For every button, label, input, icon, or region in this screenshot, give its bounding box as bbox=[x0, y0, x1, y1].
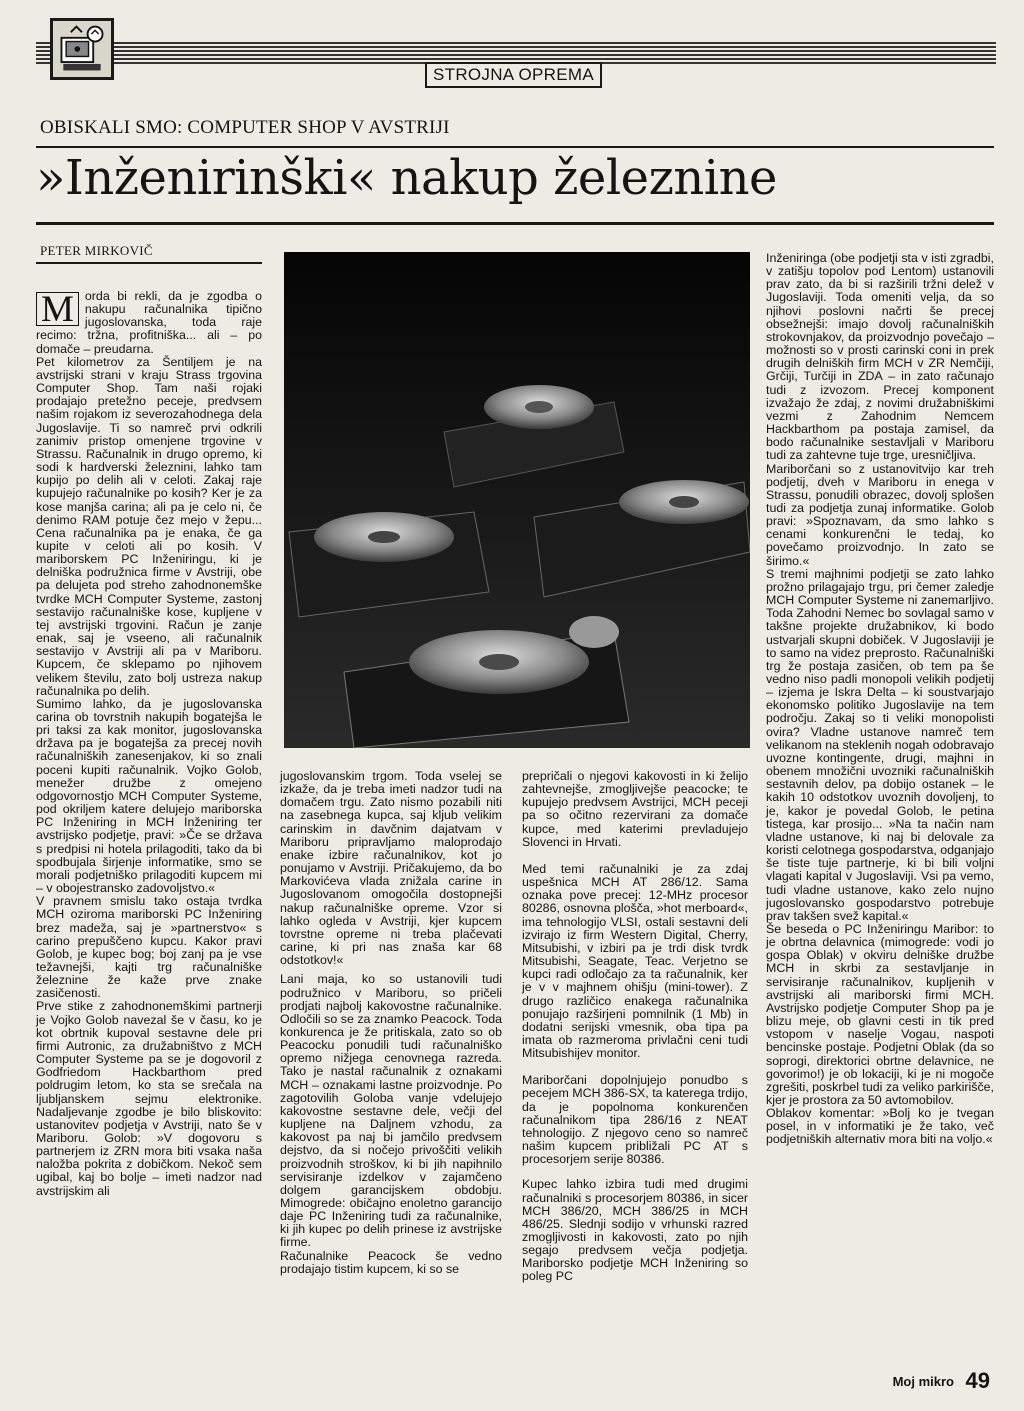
paragraph: Inženiringa (obe podjetji sta v isti zgradbi, v zatišju topolov pod Lentom) ustanovili prav zato, da bi si razširili tržni delež v Jugoslaviji. Toda omeniti velja, da so njihovi poslovni načrti še precej obsežnejši: imajo dovolj računalniških strokovnjakov, da proizvodnjo povečajo – možnosti so v prosti carinski coni in prek drugih delniških firm MCH v ZR Nemčiji, Grčiji, Turčiji in ZDA – in zato računajo tudi z izvozom. Precej komponent izvažajo že zdaj, z novimi družabniškimi vezmi z Zahodnim Nemcem Hackbarthom pa postaja zamisel, da bodo računalnike sestavljali v Mariboru tudi za zahtevne tuje trge, uresničljiva. bbox=[766, 251, 994, 463]
paragraph: Oblakov komentar: »Bolj ko je tvegan posel, in v informatiki je že tako, več podjetniških alternativ mora biti na voljo.« bbox=[766, 1106, 994, 1147]
paragraph: Kupec lahko izbira tudi med drugimi računalniki s procesorjem 80386, in sicer MCH 386/20, MCH 386/25 in MCH 486/25. Slednji sodijo v vrhunski razred zmogljivosti in kakovosti, zato po njih segajo predvsem večja podjetja. Mariborsko podjetje MCH Inženiring so poleg PC bbox=[522, 1177, 748, 1284]
page-number: 49 bbox=[965, 1368, 990, 1393]
author-byline: PETER MIRKOVIČ bbox=[40, 243, 153, 258]
hard-disk-drives-photo bbox=[284, 252, 750, 748]
computer-cartoon-icon bbox=[50, 18, 114, 80]
paragraph: Še beseda o PC Inženiringu Maribor: to je obrtna delavnica (mimogrede: vodi jo gospa Oblak) v okviru delniške družbe MCH in skrbi za sestavljanje in servisiranje računalnikov, kupljenih v avstrijski ali mariborski firmi MCH. Avstrijsko podjetje Computer Shop pa je blizu meje, ob glavni cesti in tik pred vstopom v naselje Vogau, naspoti bencinske postaje. Podjetni Oblak (da so soprogi, direktorici obrtne delavnice, ne govorimo!) je ob lokaciji, ki je ni mogoče zgrešiti, poskrbel tudi za veliko parkirišče, kjer je prostora za 50 avtomobilov. bbox=[766, 921, 994, 1107]
drop-cap: M bbox=[36, 292, 79, 326]
paragraph: Mariborčani so z ustanovitvijo kar treh podjetij, dveh v Mariboru in enega v Strassu, ponudili obrazec, dovolj splošen tudi za podjetja zunaj informatike. Golob pravi: »Spoznavam, da smo lahko s cenami konkurenčni le tedaj, ko povečamo proizvodnjo. In zato se širimo.« bbox=[766, 461, 994, 568]
paragraph: Prve stike z zahodnonemškimi partnerji je Vojko Golob navezal še v času, ko je kot obrtnik kupoval sestavne dele pri firmi Autronic, za družabništvo z MCH Computer Systeme pa se je dogovoril z Godfriedom Hackbarthom pred poldrugim letom, ko sta se srečala na ljubljanskem sejmu elektronike. Nadaljevanje zgodbe je bilo bliskovito: ustanovitev podjetja v Avstriji, nato še v Mariboru. Golob: »V dogovoru s partnerjem iz ZRN mora biti vsaka naša naložba pokrita z dobičkom. Nekoč sem ugibal, kaj bo bolje – imeti nadzor nad avstrijskim ali bbox=[36, 999, 262, 1198]
paragraph: V pravnem smislu tako ostaja tvrdka MCH oziroma mariborski PC Inženiring brez madeža, saj je »partnerstvo« s carino prepuščeno kupcu. Kakor pravi Golob, je kupec bog; boj zanj pa je vse težavnejši, kajti trg računalniške železnine že kaže prve znake zasičenosti. bbox=[36, 894, 262, 1001]
author-rule bbox=[36, 262, 262, 264]
magazine-name: Moj mikro bbox=[892, 1374, 954, 1389]
paragraph: Računalnike Peacock še vedno prodajajo tistim kupcem, ki so se bbox=[280, 1248, 502, 1276]
article-column-4 bbox=[766, 252, 994, 1147]
article-kicker: OBISKALI SMO: COMPUTER SHOP V AVSTRIJI bbox=[40, 117, 450, 138]
paragraph: S tremi majhnimi podjetji se zato lahko prožno prilagajajo trgu, pri čemer zaledje MCH Computer Systeme ni zanemarljivo. Toda Zahodni Nemec bo sovlagal samo v takšne projekte družabnikov, ki bodo ustvarjali skupni dobiček. V Jugoslaviji je to samo na videz preprosto. Računalniški trg že postaja zasičen, ob tem pa še vedno niso padli monopoli velikih podjetij – izjema je Iskra Delta – ki soustvarjajo ekonomsko politiko Jugoslavije na tem področju. Zakaj so ti veliki monopolisti ovira? Vladne ustanove namreč tem velikanom na steklenih nogah odobravajo uvozne kontingente, drugi, majhni in obenem množični uvozniki računalniških sestavnih delov, pa dobijo ostanek – le kakih 10 odstotkov uvoznih dovoljenj, to je, kakor je povedal Golob, le petina tistega, kar prosijo... »Na ta način nam vladne ustanove, ki naj bi delovale za koristi celotnega gospodarstva, odganjajo še tiste tuje partnerje, ki bi bili voljni vlagati kapital v Jugoslaviji. Vsi pa vemo, tudi vladne ustanove, kako zelo nujno jugoslovansko gospodarstvo potrebuje prav takšen svež kapital.« bbox=[766, 566, 995, 923]
article-column-3 bbox=[522, 770, 748, 1284]
paragraph: Mariborčani dopolnjujejo ponudbo s pecejem MCH 386-SX, ta katerega trdijo, da je popolnoma konkurenčen računalnikom tipa 286/16 z NEAT tehnologijo. Z njegovo ceno so namreč našim kupcem približali PC AT s procesorjem serije 80386. bbox=[522, 1073, 748, 1167]
section-label: STROJNA OPREMA bbox=[425, 62, 602, 88]
article-column-2 bbox=[280, 770, 502, 1276]
paragraph: orda bi rekli, da je zgodba o nakupu računalnika tipično jugoslovanska, toda raje recimo: tržna, profitniška... ali – po domače – preudarna. bbox=[36, 289, 262, 356]
paragraph: Lani maja, ko so ustanovili tudi podružnico v Mariboru, so pričeli prodjati najbolj kakovostne računalnike. Odločili so se za znamko Peacock. Toda konkurenca je že pritiskala, zato so ob Peacocku ponudili tudi računalniško opremo nižjega cenovnega razreda. Tako je nastal računalnik z oznakami MCH – oznakami lastne proizvodnje. Po zagotovilih Goloba vanje vdelujejo kakovostne sestavne dele, večji del kupljene na Daljnem vzhodu, za kakovost pa naj bi jamčilo predvsem dejstvo, da si nočejo privoščiti velikih proizvodnih stroškov, ki bi jih napihnilo servisiranje izdelkov v zajamčeno dolgem garancijskem obdobju. Mimogrede: običajno enoletno garancijo daje PC Inženiring tudi za računalnike, ki jih kupec po delih prinese iz avstrijske firme. bbox=[280, 972, 502, 1250]
paragraph: Med temi računalniki je za zdaj uspešnica MCH AT 286/12. Sama oznaka pove precej: 12-MHz procesor 80286, osnovna plošča, »hot merboard«, ima tehnologijo VLSI, ostali sestavni deli izvirajo iz firm Western Digital, Cherry, Mitsubishi, v izbiri pa je trdi disk tvrdk Mitsubishi, Seagate, Teac. Verjetno se kupci radi odločajo za ta računalnik, ker je v v majhnem ohišju (mini-tower). Z drugo različico enakega računalnika ponujajo razširjeni pomnilnik (1 Mb) in dodatni serijski vmesnik, oba tipa pa imata ob razmeroma privlačni ceni tudi Mitsubishijev monitor. bbox=[522, 861, 748, 1061]
article-column-1 bbox=[36, 290, 262, 1198]
paragraph: prepričali o njegovi kakovosti in ki želijo zahtevnejše, zmogljivejše peacocke; te kupujejo predvsem Avstrijci, MCH peceji pa so očitno rezervirani za domače kupce, med katerimi prevladujejo Slovenci in Hrvati. bbox=[522, 769, 748, 849]
article-title: »Inženirinški« nakup železnine bbox=[36, 150, 777, 206]
headline-rule bbox=[36, 222, 994, 225]
paragraph: jugoslovanskim trgom. Toda vselej se izkaže, da je treba imeti nadzor tudi na domačem trgu. Zato nismo pozabili niti na zasebnega kupca, saj kljub velikim carinskim in davčnim dajatvam v Mariboru pripravljamo maloprodajo enake izbire računalnikov, kot jo ponujamo v Avstriji. Pričakujemo, da bo Markovićeva vlada znižala carine in Jugoslovanom omogočila dostopnejši nakup računalniške opreme. Vzor si lahko ogleda v Avstriji, kjer kupcem tovrstne opreme ni treba plačevati carine, ki pri nas znaša kar 68 odstotkov!« bbox=[280, 769, 502, 968]
kicker-rule bbox=[36, 146, 994, 148]
paragraph: Sumimo lahko, da je jugoslovanska carina ob tovrstnih nakupih bogatejša le pri taksi za kak monitor, jugoslovanska država pa je bogatejša za precej novih računalniških zanesenjakov, ki so znali poceni kupiti računalnik. Vojko Golob, menežer družbe z omejeno odgovornostjo MCH Computer Systeme, pod okriljem katere delujejo mariborska PC Inženiring in MCH Inženiring ter avstrijsko podjetje, pravi: »Če se država s predpisi ni hotela prilagoditi, tako da bi spodbujala širjenje informatike, smo se morali podjetniško prilagoditi kupcem mi – v obojestransko zadovoljstvo.« bbox=[36, 696, 262, 896]
paragraph: Pet kilometrov za Šentiljem je na avstrijski strani v kraju Strass trgovina Computer Shop. Tam naši rojaki prodajajo pretežno peceje, predvsem našim rojakom iz severozahodnega dela Jugoslavije. Ti so namreč prvi odkrili zanimiv pristop omenjene trgovine v Strassu. Računalnik in drugo opremo, ki sodi k hardverski železnini, lahko tam kupijo po delih ali v celoti. Zakaj raje kupujejo računalnike po kosih? Ker je za kose manjša carina; ali pa je celo ni, če denimo RAM potuje čez mejo v žepu... Cena računalnika pa je enaka, če ga kupite v celoti ali po kosih. V mariborskem PC Inženiringu, ki je delniška podružnica firme v Avstriji, obe pa delujeta pod streho zahodnonemške tvrdke MCH Computer Systeme, zastonj sestavijo računalniške kose, kupljene v tej avstrijski trgovini. Račun je zanje enak, saj je vseeno, ali računalnik sestavijo v Avstriji ali pa v Mariboru. Kupcem, če sklepamo po njihovem velikem številu, zato bolj ustreza nakup računalnika po delih. bbox=[36, 354, 262, 698]
